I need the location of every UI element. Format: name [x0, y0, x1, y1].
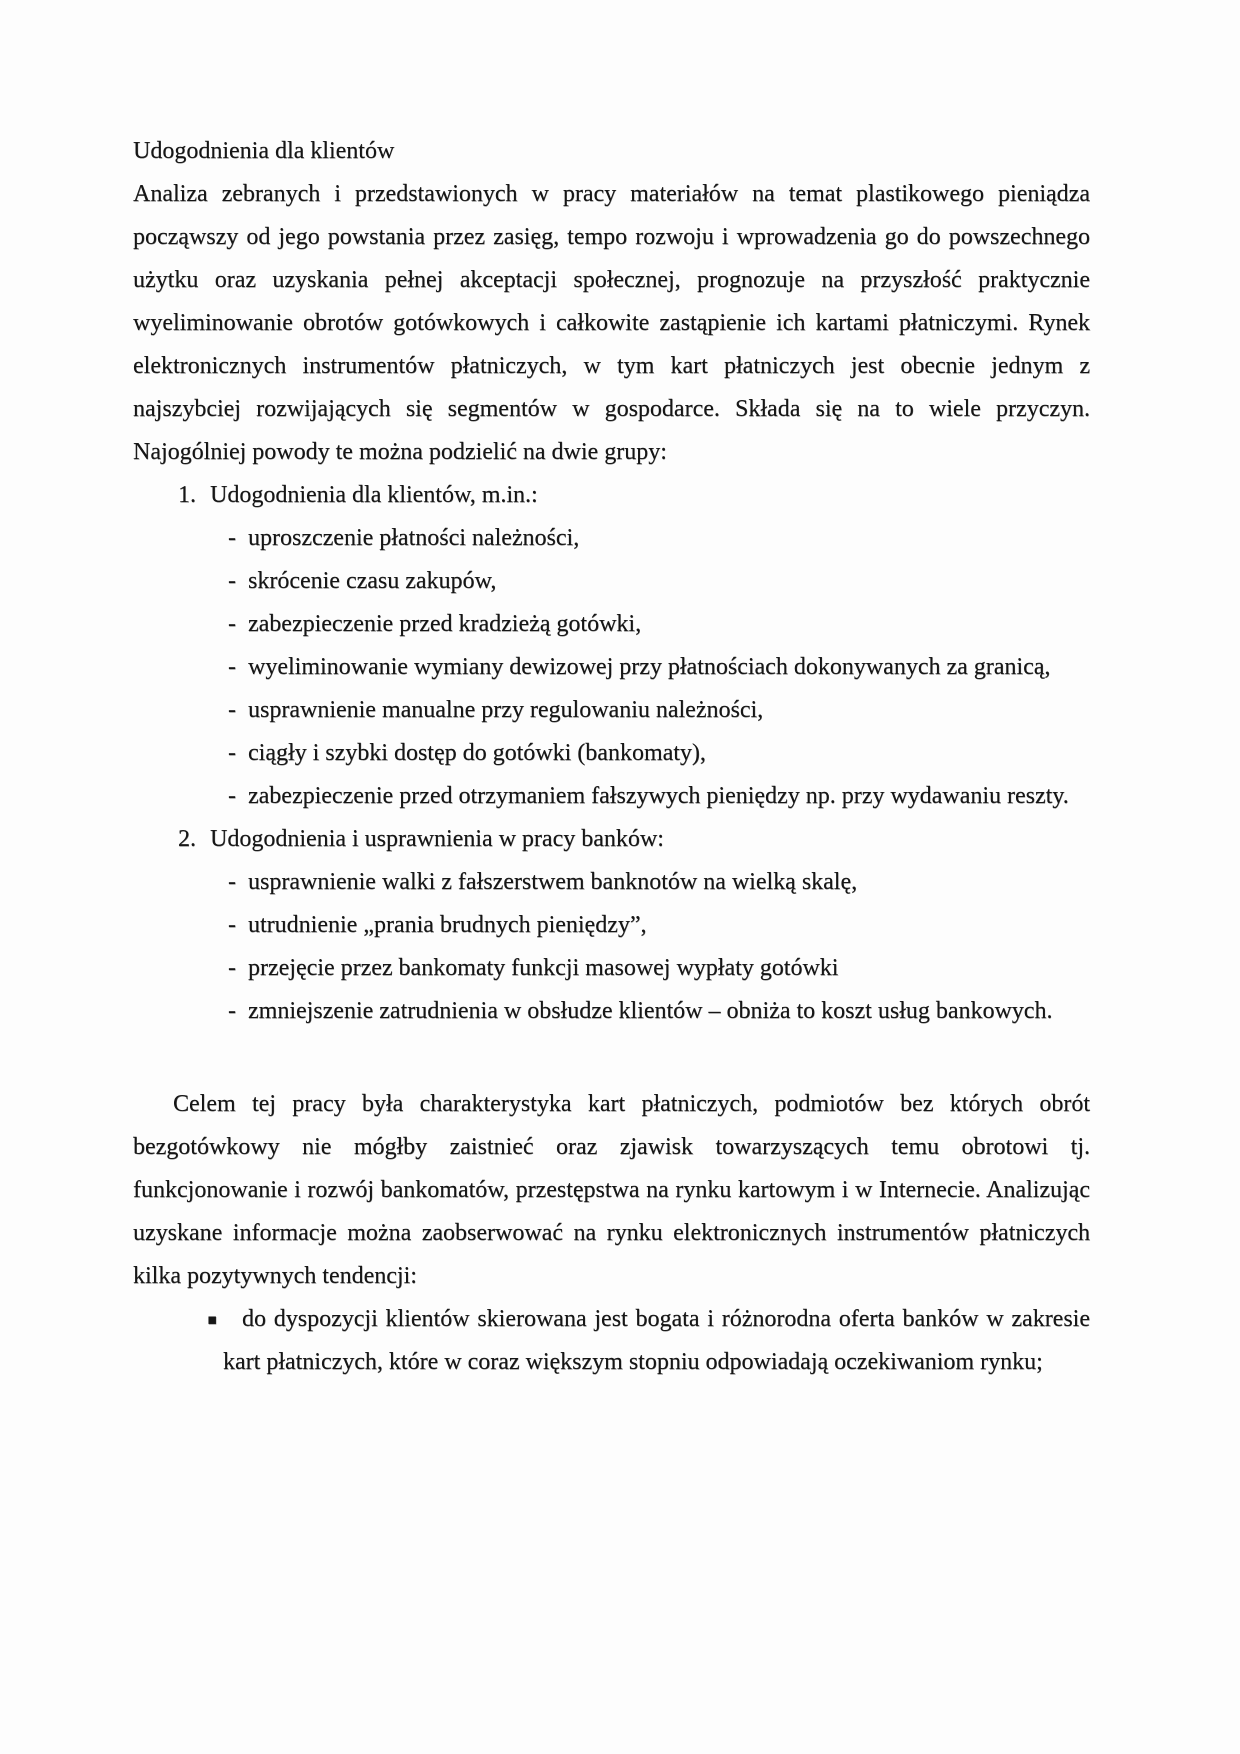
- list-item-text: przejęcie przez bankomaty funkcji masowej wypłaty gotówki: [248, 955, 839, 981]
- dash-list-group2: [228, 861, 1090, 1033]
- list-label: Udogodnienia dla klientów, m.in.:: [210, 482, 538, 508]
- dash-list-group1: [228, 517, 1090, 818]
- square-bullet-list: [207, 1298, 1090, 1384]
- list-item-text: zmniejszenie zatrudnienia w obsłudze klientów – obniża to koszt usług bankowych.: [248, 998, 1053, 1024]
- list-label: Udogodnienia i usprawnienia w pracy banków:: [210, 826, 664, 852]
- dash-bullet-icon: -: [228, 654, 236, 680]
- list-item: [228, 775, 1090, 818]
- dash-bullet-icon: -: [228, 611, 236, 637]
- list-item-text: zabezpieczenie przed otrzymaniem fałszywych pieniędzy np. przy wydawaniu reszty.: [248, 783, 1069, 809]
- list-item-text: wyeliminowanie wymiany dewizowej przy płatnościach dokonywanych za granicą,: [248, 654, 1051, 680]
- list-item: [228, 947, 1090, 990]
- square-bullet-icon: ▪: [207, 1310, 218, 1328]
- numbered-item-1: [178, 474, 1090, 517]
- list-item: [207, 1298, 1090, 1384]
- dash-bullet-icon: -: [228, 912, 236, 938]
- list-number: 2.: [178, 826, 196, 852]
- list-item: [228, 603, 1090, 646]
- list-item-text: zabezpieczenie przed kradzieżą gotówki,: [248, 611, 642, 637]
- list-item: [228, 646, 1090, 689]
- list-item: [228, 904, 1090, 947]
- list-item-text: skrócenie czasu zakupów,: [248, 568, 497, 594]
- list-item: [228, 517, 1090, 560]
- dash-bullet-icon: -: [228, 697, 236, 723]
- list-item-text: usprawnienie manualne przy regulowaniu należności,: [248, 697, 764, 723]
- dash-bullet-icon: -: [228, 955, 236, 981]
- list-item: [228, 560, 1090, 603]
- dash-bullet-icon: -: [228, 568, 236, 594]
- dash-bullet-icon: -: [228, 998, 236, 1024]
- page-title: Udogodnienia dla klientów: [133, 138, 395, 164]
- numbered-item-2: [178, 818, 1090, 861]
- list-item: [228, 990, 1090, 1033]
- dash-bullet-icon: -: [228, 783, 236, 809]
- list-item-text: uproszczenie płatności należności,: [248, 525, 580, 551]
- list-item: [228, 689, 1090, 732]
- intro-paragraph: Analiza zebranych i przedstawionych w pracy materiałów na temat plastikowego pieniądza począwszy od jego powstania przez zasięg, tempo rozwoju i wprowadzenia go do powszechnego użytku oraz uzyskania pełnej akceptacji społecznej, prognozuje na przyszłość praktycznie wyeliminowanie obrotów gotówkowych i całkowite zastąpienie ich kartami płatniczymi. Rynek elektronicznych instrumentów płatniczych, w tym kart płatniczych jest obecnie jednym z najszybciej rozwijających się segmentów w gospodarce. Składa się na to wiele przyczyn. Najogólniej powody te można podzielić na dwie grupy:: [133, 181, 1090, 465]
- list-item-text: do dyspozycji klientów skierowana jest bogata i różnorodna oferta banków w zakresie kart płatniczych, które w coraz większym stopniu odpowiadają oczekiwaniom rynku;: [223, 1306, 1090, 1375]
- list-item-text: usprawnienie walki z fałszerstwem banknotów na wielką skalę,: [248, 869, 858, 895]
- list-item: [228, 861, 1090, 904]
- dash-bullet-icon: -: [228, 525, 236, 551]
- list-number: 1.: [178, 482, 196, 508]
- closing-paragraph: Celem tej pracy była charakterystyka kart płatniczych, podmiotów bez których obrót bezgotówkowy nie mógłby zaistnieć oraz zjawisk towarzyszących temu obrotowi tj. funkcjonowanie i rozwój bankomatów, przestępstwa na rynku kartowym i w Internecie. Analizując uzyskane informacje można zaobserwować na rynku elektronicznych instrumentów płatniczych kilka pozytywnych tendencji:: [133, 1091, 1090, 1289]
- list-item-text: utrudnienie „prania brudnych pieniędzy”,: [248, 912, 647, 938]
- dash-bullet-icon: -: [228, 869, 236, 895]
- dash-bullet-icon: -: [228, 740, 236, 766]
- list-item: [228, 732, 1090, 775]
- list-item-text: ciągły i szybki dostęp do gotówki (bankomaty),: [248, 740, 706, 766]
- document-content: [133, 130, 1090, 1384]
